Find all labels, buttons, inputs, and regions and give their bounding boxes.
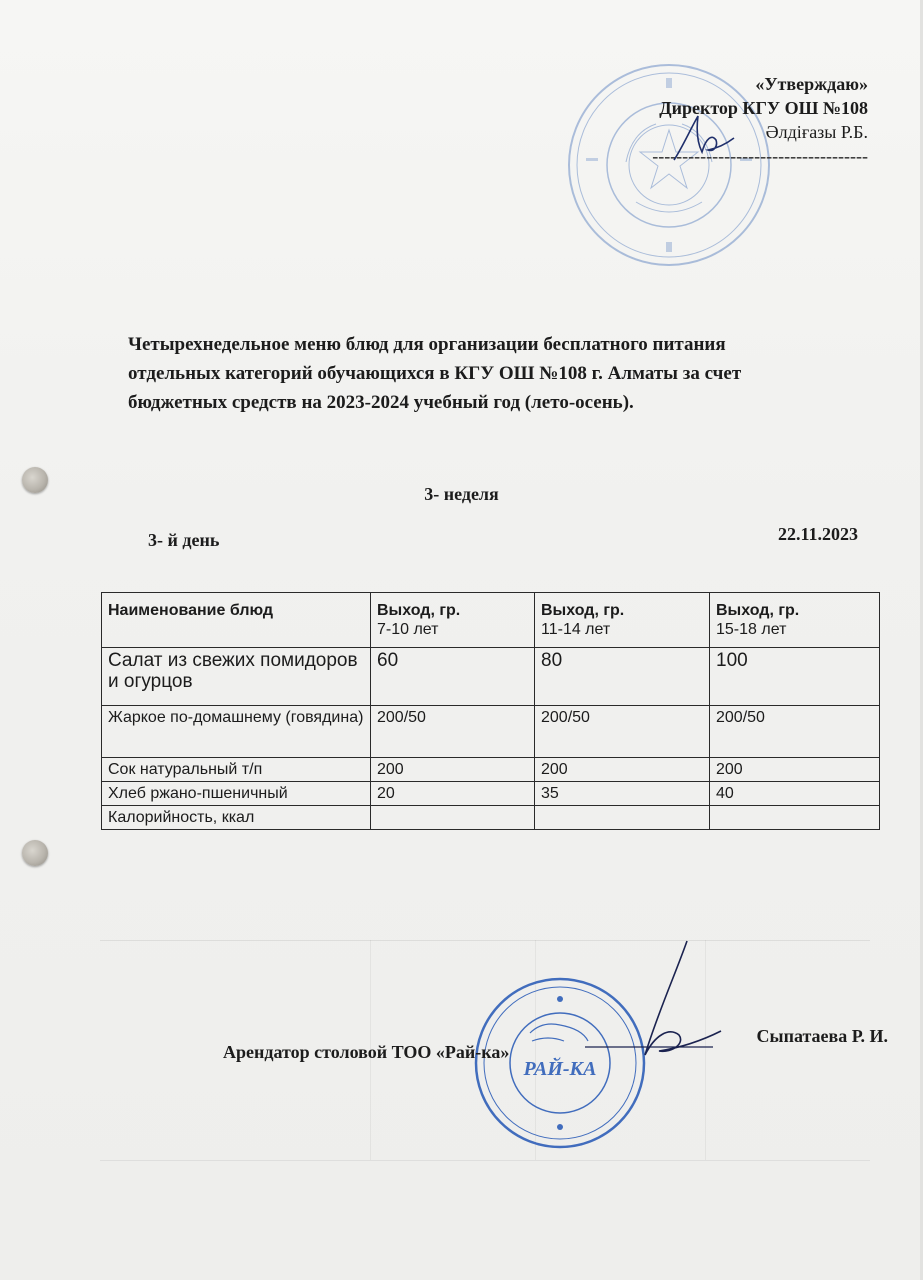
title-line: Четырехнедельное меню блюд для организации бесплатного питания: [128, 334, 726, 355]
portion-15-18: [710, 806, 880, 830]
menu-table: [101, 592, 880, 830]
portion-7-10: 200: [371, 758, 535, 782]
tenant-name: Сыпатаева Р. И.: [756, 1026, 888, 1046]
portion-15-18: 200/50: [710, 706, 880, 758]
header-subtext: 7-10 лет: [377, 621, 439, 638]
dish-name: Калорийность, ккал: [102, 806, 371, 830]
portion-7-10: 20: [371, 782, 535, 806]
table-row: [102, 706, 880, 758]
portion-11-14: 200: [535, 758, 710, 782]
tenant-label: Арендатор столовой ТОО «Рай-ка»: [223, 1042, 510, 1062]
title-line: бюджетных средств на 2023-2024 учебный год (лето-осень).: [128, 392, 634, 413]
week-label: 3- неделя: [424, 484, 499, 504]
portion-15-18: 200: [710, 758, 880, 782]
column-header: [710, 593, 880, 648]
dish-name: Хлеб ржано-пшеничный: [102, 782, 371, 806]
header-subtext: 11-14 лет: [541, 621, 611, 638]
bleed-through: [100, 1160, 870, 1161]
dish-name: Жаркое по-домашнему (говядина): [102, 706, 371, 758]
header-text: Наименование блюд: [108, 602, 274, 619]
tenant-signature: [585, 935, 725, 1065]
director-signature: [668, 108, 738, 166]
table-row: [102, 782, 880, 806]
director-position: Директор КГУ ОШ №108: [659, 98, 868, 118]
header-text: Выход, гр.: [716, 602, 800, 619]
table-row: [102, 648, 880, 706]
document-title: [128, 330, 868, 417]
portion-7-10: 60: [371, 648, 535, 706]
column-header: [535, 593, 710, 648]
column-header: [371, 593, 535, 648]
table-row: [102, 806, 880, 830]
dish-name: Сок натуральный т/п: [102, 758, 371, 782]
portion-11-14: 35: [535, 782, 710, 806]
title-line: отдельных категорий обучающихся в КГУ ОШ №108 г. Алматы за счет: [128, 363, 742, 384]
bleed-through: [100, 940, 870, 941]
column-header: [102, 593, 371, 648]
approval-heading: «Утверждаю»: [755, 74, 868, 94]
header-text: Выход, гр.: [541, 602, 625, 619]
portion-11-14: 80: [535, 648, 710, 706]
table-header-row: [102, 593, 880, 648]
portion-7-10: 200/50: [371, 706, 535, 758]
header-text: Выход, гр.: [377, 602, 461, 619]
stamp-text: РАЙ-КА: [523, 1058, 597, 1080]
portion-15-18: 100: [710, 648, 880, 706]
portion-11-14: [535, 806, 710, 830]
dish-name: Салат из свежих помидоров и огурцов: [102, 648, 371, 706]
table-row: [102, 758, 880, 782]
menu-date: 22.11.2023: [777, 524, 858, 544]
portion-11-14: 200/50: [535, 706, 710, 758]
director-name: Әлдіғазы Р.Б.: [765, 122, 868, 142]
portion-7-10: [371, 806, 535, 830]
punch-hole: [22, 840, 48, 866]
day-label: 3- й день: [148, 530, 220, 550]
signature-line: ------------------------------------: [652, 146, 868, 166]
header-subtext: 15-18 лет: [716, 621, 787, 638]
portion-15-18: 40: [710, 782, 880, 806]
